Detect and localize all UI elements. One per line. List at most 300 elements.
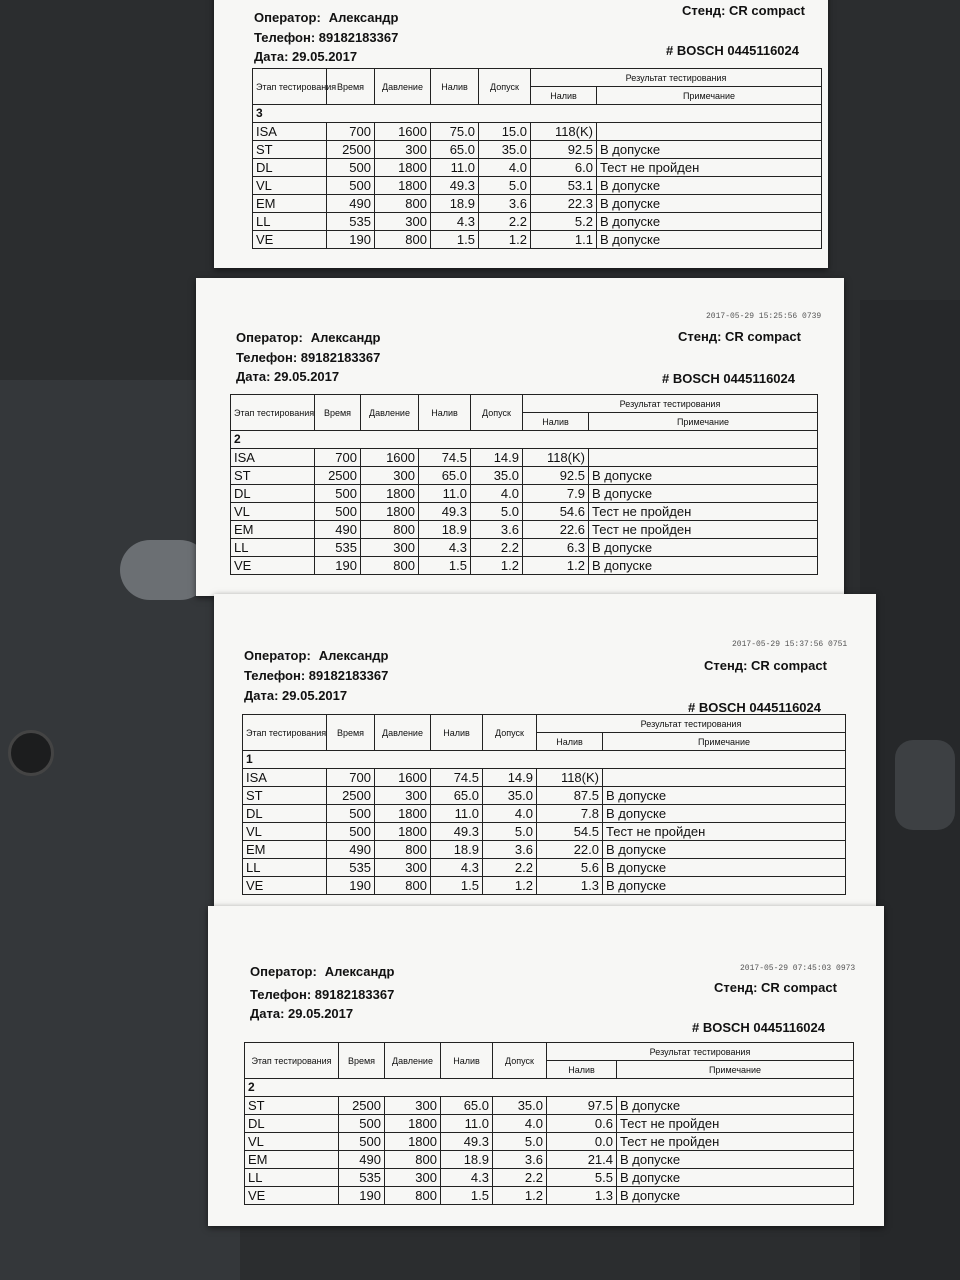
table-row: [231, 539, 818, 557]
cell-time: 500: [339, 1115, 385, 1133]
cell-time: 2500: [339, 1097, 385, 1115]
date-label: Дата:: [236, 369, 271, 384]
cell-pressure: 300: [375, 787, 431, 805]
cell-result: 7.9: [523, 485, 589, 503]
cell-note: [603, 769, 846, 787]
operator-value: Александр: [310, 330, 381, 345]
operator-label: Оператор:: [250, 964, 317, 979]
injector-line: [688, 700, 821, 715]
cell-tolerance: 2.2: [471, 539, 523, 557]
engine-right-cap: [895, 740, 955, 830]
stand-line: [682, 3, 805, 18]
col-note-header: Примечание: [589, 413, 818, 431]
cycle-number: 2: [231, 431, 818, 449]
table-row: [243, 841, 846, 859]
phone-value: 89182183367: [318, 30, 399, 45]
phone-line: [236, 350, 380, 365]
date-label: Дата:: [244, 688, 279, 703]
cell-tolerance: 1.2: [483, 877, 537, 895]
cell-stage: VL: [231, 503, 315, 521]
cycle-number: 2: [245, 1079, 854, 1097]
col-fill-header: Налив: [441, 1043, 493, 1079]
injector-value: BOSCH 0445116024: [676, 43, 800, 58]
cycle-number: 3: [253, 105, 822, 123]
cell-result: 54.6: [523, 503, 589, 521]
cell-tolerance: 3.6: [471, 521, 523, 539]
cell-fill: 49.3: [431, 823, 483, 841]
cell-stage: ISA: [231, 449, 315, 467]
cell-fill: 74.5: [431, 769, 483, 787]
cell-pressure: 1800: [361, 485, 419, 503]
operator-value: Александр: [328, 10, 399, 25]
cell-note: В допуске: [603, 859, 846, 877]
cell-fill: 18.9: [431, 841, 483, 859]
results-body: [253, 123, 822, 249]
cell-stage: VE: [243, 877, 327, 895]
cell-time: 700: [327, 123, 375, 141]
phone-label: Телефон:: [250, 987, 312, 1002]
cell-stage: DL: [245, 1115, 339, 1133]
cell-result: 0.0: [547, 1133, 617, 1151]
table-row: [245, 1097, 854, 1115]
cell-pressure: 300: [361, 467, 419, 485]
col-tolerance-header: Допуск: [483, 715, 537, 751]
cell-result: 1.3: [547, 1187, 617, 1205]
cell-result: 0.6: [547, 1115, 617, 1133]
cell-pressure: 1800: [375, 823, 431, 841]
table-row: [231, 521, 818, 539]
cell-result: 7.8: [537, 805, 603, 823]
cell-fill: 4.3: [431, 859, 483, 877]
cell-pressure: 800: [361, 557, 419, 575]
table-row: [231, 503, 818, 521]
table-row: [243, 859, 846, 877]
table-row: [243, 769, 846, 787]
cell-tolerance: 1.2: [493, 1187, 547, 1205]
cell-fill: 65.0: [419, 467, 471, 485]
cell-note: В допуске: [589, 539, 818, 557]
operator-label: Оператор:: [254, 10, 321, 25]
table-row: [245, 1187, 854, 1205]
date-line: [254, 49, 357, 64]
cell-note: В допуске: [597, 177, 822, 195]
phone-value: 89182183367: [314, 987, 395, 1002]
cell-pressure: 800: [375, 841, 431, 859]
cell-note: Тест не пройден: [589, 503, 818, 521]
cell-pressure: 300: [385, 1097, 441, 1115]
injector-line: [666, 43, 799, 58]
col-result-fill-header: Налив: [531, 87, 597, 105]
table-row: [243, 787, 846, 805]
table-row: [243, 877, 846, 895]
cell-stage: ST: [243, 787, 327, 805]
cell-time: 490: [339, 1151, 385, 1169]
cell-tolerance: 4.0: [483, 805, 537, 823]
cell-tolerance: 14.9: [483, 769, 537, 787]
col-tolerance-header: Допуск: [479, 69, 531, 105]
stand-line: [704, 658, 827, 673]
col-fill-header: Налив: [431, 715, 483, 751]
test-report-sheet: [208, 906, 884, 1226]
injector-value: BOSCH 0445116024: [698, 700, 822, 715]
col-pressure-header: Давление: [361, 395, 419, 431]
table-row: [243, 805, 846, 823]
table-row: [245, 1133, 854, 1151]
cell-note: В допуске: [603, 805, 846, 823]
cell-fill: 18.9: [431, 195, 479, 213]
col-time-header: Время: [339, 1043, 385, 1079]
table-row: [245, 1169, 854, 1187]
results-body: [245, 1097, 854, 1205]
cell-stage: DL: [243, 805, 327, 823]
cell-tolerance: 3.6: [493, 1151, 547, 1169]
cell-result: 118(K): [531, 123, 597, 141]
col-result-fill-header: Налив: [537, 733, 603, 751]
operator-value: Александр: [318, 648, 389, 663]
col-time-header: Время: [327, 69, 375, 105]
cell-note: Тест не пройден: [603, 823, 846, 841]
cell-stage: VE: [231, 557, 315, 575]
cell-tolerance: 2.2: [483, 859, 537, 877]
cell-stage: LL: [245, 1169, 339, 1187]
bolt-head: [8, 730, 54, 776]
table-row: [253, 123, 822, 141]
operator-value: Александр: [324, 964, 395, 979]
cell-pressure: 1800: [375, 805, 431, 823]
table-row: [231, 557, 818, 575]
cell-tolerance: 2.2: [479, 213, 531, 231]
cell-pressure: 300: [375, 141, 431, 159]
cell-result: 5.2: [531, 213, 597, 231]
stand-label: Стенд:: [682, 3, 726, 18]
cell-tolerance: 5.0: [471, 503, 523, 521]
cell-note: В допуске: [617, 1169, 854, 1187]
table-row: [253, 159, 822, 177]
cell-tolerance: 5.0: [493, 1133, 547, 1151]
col-note-header: Примечание: [603, 733, 846, 751]
cell-time: 2500: [327, 141, 375, 159]
cell-tolerance: 4.0: [493, 1115, 547, 1133]
cell-result: 22.0: [537, 841, 603, 859]
col-pressure-header: Давление: [375, 715, 431, 751]
cell-pressure: 800: [361, 521, 419, 539]
injector-line: [692, 1020, 825, 1035]
date-value: 29.05.2017: [282, 688, 348, 703]
injector-prefix: #: [662, 371, 670, 386]
col-fill-header: Налив: [419, 395, 471, 431]
cell-pressure: 1600: [361, 449, 419, 467]
cell-result: 118(K): [537, 769, 603, 787]
cell-pressure: 800: [375, 231, 431, 249]
col-time-header: Время: [327, 715, 375, 751]
table-row: [243, 823, 846, 841]
cell-fill: 4.3: [441, 1169, 493, 1187]
cell-fill: 1.5: [431, 231, 479, 249]
cell-pressure: 800: [385, 1151, 441, 1169]
date-line: [236, 369, 339, 384]
cell-fill: 65.0: [431, 787, 483, 805]
table-row: [231, 449, 818, 467]
cell-time: 490: [327, 195, 375, 213]
cell-tolerance: 1.2: [479, 231, 531, 249]
cell-result: 87.5: [537, 787, 603, 805]
cell-pressure: 1600: [375, 769, 431, 787]
results-table: [230, 394, 818, 575]
cell-stage: ST: [231, 467, 315, 485]
injector-value: BOSCH 0445116024: [672, 371, 796, 386]
test-report-sheet: [214, 594, 876, 924]
cell-stage: ISA: [253, 123, 327, 141]
col-result-header: Результат тестирования: [547, 1043, 854, 1061]
col-tolerance-header: Допуск: [493, 1043, 547, 1079]
print-timestamp: 2017-05-29 15:37:56 0751: [732, 640, 848, 649]
cell-stage: EM: [231, 521, 315, 539]
cell-note: В допуске: [589, 557, 818, 575]
stand-label: Стенд:: [678, 329, 722, 344]
cell-time: 190: [327, 231, 375, 249]
results-table: [244, 1042, 854, 1205]
injector-prefix: #: [666, 43, 674, 58]
cell-result: 92.5: [523, 467, 589, 485]
results-body: [243, 769, 846, 895]
cell-fill: 75.0: [431, 123, 479, 141]
cell-tolerance: 1.2: [471, 557, 523, 575]
cell-stage: LL: [231, 539, 315, 557]
phone-label: Телефон:: [236, 350, 298, 365]
phone-line: [254, 30, 398, 45]
cell-fill: 49.3: [419, 503, 471, 521]
cell-stage: ST: [245, 1097, 339, 1115]
date-label: Дата:: [254, 49, 289, 64]
cell-note: В допуске: [617, 1097, 854, 1115]
results-table: [242, 714, 846, 895]
col-result-header: Результат тестирования: [531, 69, 822, 87]
cell-time: 700: [327, 769, 375, 787]
cell-stage: ST: [253, 141, 327, 159]
cell-time: 500: [315, 485, 361, 503]
cell-result: 53.1: [531, 177, 597, 195]
cell-note: В допуске: [603, 841, 846, 859]
cell-fill: 65.0: [441, 1097, 493, 1115]
cell-note: [589, 449, 818, 467]
results-table: [252, 68, 822, 249]
cell-time: 500: [327, 823, 375, 841]
cell-fill: 4.3: [419, 539, 471, 557]
phone-label: Телефон:: [244, 668, 306, 683]
date-label: Дата:: [250, 1006, 285, 1021]
cell-fill: 11.0: [431, 159, 479, 177]
col-note-header: Примечание: [597, 87, 822, 105]
cell-fill: 49.3: [431, 177, 479, 195]
col-note-header: Примечание: [617, 1061, 854, 1079]
cell-stage: VL: [245, 1133, 339, 1151]
cell-result: 6.3: [523, 539, 589, 557]
date-value: 29.05.2017: [274, 369, 340, 384]
date-value: 29.05.2017: [292, 49, 358, 64]
cell-fill: 11.0: [431, 805, 483, 823]
cell-tolerance: 35.0: [483, 787, 537, 805]
cell-time: 190: [339, 1187, 385, 1205]
cell-stage: ISA: [243, 769, 327, 787]
cell-result: 1.2: [523, 557, 589, 575]
table-row: [253, 195, 822, 213]
cell-time: 500: [327, 805, 375, 823]
injector-prefix: #: [688, 700, 696, 715]
cell-note: В допуске: [597, 195, 822, 213]
cell-note: [597, 123, 822, 141]
cell-result: 5.5: [547, 1169, 617, 1187]
cell-note: Тест не пройден: [589, 521, 818, 539]
cell-time: 2500: [327, 787, 375, 805]
cell-fill: 18.9: [419, 521, 471, 539]
phone-line: [244, 668, 388, 683]
col-fill-header: Налив: [431, 69, 479, 105]
stand-label: Стенд:: [714, 980, 758, 995]
cell-fill: 1.5: [431, 877, 483, 895]
print-timestamp: 2017-05-29 07:45:03 0973: [740, 964, 856, 973]
cell-time: 490: [327, 841, 375, 859]
cell-pressure: 1800: [375, 159, 431, 177]
cell-result: 54.5: [537, 823, 603, 841]
test-report-sheet: [214, 0, 828, 268]
cell-note: В допуске: [617, 1187, 854, 1205]
print-timestamp: 2017-05-29 15:25:56 0739: [706, 312, 822, 321]
cell-tolerance: 4.0: [471, 485, 523, 503]
cell-result: 6.0: [531, 159, 597, 177]
cell-stage: VE: [253, 231, 327, 249]
cell-time: 535: [339, 1169, 385, 1187]
cell-time: 535: [327, 213, 375, 231]
stand-line: [678, 329, 801, 344]
cell-note: В допуске: [617, 1151, 854, 1169]
operator-label: Оператор:: [236, 330, 303, 345]
cell-result: 22.3: [531, 195, 597, 213]
cell-note: В допуске: [589, 467, 818, 485]
cell-stage: LL: [253, 213, 327, 231]
cell-fill: 1.5: [441, 1187, 493, 1205]
cell-time: 700: [315, 449, 361, 467]
cell-note: В допуске: [589, 485, 818, 503]
cell-stage: DL: [231, 485, 315, 503]
cell-fill: 18.9: [441, 1151, 493, 1169]
cell-tolerance: 5.0: [479, 177, 531, 195]
cell-pressure: 1800: [361, 503, 419, 521]
cell-tolerance: 14.9: [471, 449, 523, 467]
cell-stage: DL: [253, 159, 327, 177]
operator-line: [236, 330, 381, 345]
col-result-fill-header: Налив: [547, 1061, 617, 1079]
cell-fill: 4.3: [431, 213, 479, 231]
col-stage-header: Этап тестирования: [253, 69, 327, 105]
stand-line: [714, 980, 837, 995]
cell-pressure: 1800: [375, 177, 431, 195]
stand-value: CR compact: [725, 329, 801, 344]
cell-result: 97.5: [547, 1097, 617, 1115]
stand-value: CR compact: [729, 3, 805, 18]
cell-tolerance: 4.0: [479, 159, 531, 177]
cell-note: В допуске: [597, 141, 822, 159]
cell-pressure: 300: [375, 213, 431, 231]
table-row: [245, 1151, 854, 1169]
results-body: [231, 449, 818, 575]
cell-time: 535: [327, 859, 375, 877]
cell-pressure: 1800: [385, 1115, 441, 1133]
cell-tolerance: 3.6: [479, 195, 531, 213]
table-row: [253, 213, 822, 231]
cell-time: 500: [315, 503, 361, 521]
cell-tolerance: 35.0: [493, 1097, 547, 1115]
cell-time: 490: [315, 521, 361, 539]
cell-stage: LL: [243, 859, 327, 877]
col-pressure-header: Давление: [375, 69, 431, 105]
cell-pressure: 800: [385, 1187, 441, 1205]
stand-label: Стенд:: [704, 658, 748, 673]
cell-fill: 11.0: [419, 485, 471, 503]
col-stage-header: Этап тестирования: [231, 395, 315, 431]
cell-stage: EM: [243, 841, 327, 859]
cell-time: 535: [315, 539, 361, 557]
cell-result: 21.4: [547, 1151, 617, 1169]
cell-pressure: 1800: [385, 1133, 441, 1151]
cell-pressure: 300: [385, 1169, 441, 1187]
cell-fill: 11.0: [441, 1115, 493, 1133]
cell-note: В допуске: [603, 787, 846, 805]
cell-time: 500: [339, 1133, 385, 1151]
operator-line: [250, 964, 395, 979]
cell-note: В допуске: [597, 231, 822, 249]
cell-stage: VL: [243, 823, 327, 841]
cell-tolerance: 2.2: [493, 1169, 547, 1187]
cell-stage: VE: [245, 1187, 339, 1205]
cell-tolerance: 15.0: [479, 123, 531, 141]
cell-note: Тест не пройден: [617, 1133, 854, 1151]
cell-note: В допуске: [603, 877, 846, 895]
stand-value: CR compact: [761, 980, 837, 995]
col-result-header: Результат тестирования: [537, 715, 846, 733]
table-row: [253, 177, 822, 195]
cell-result: 5.6: [537, 859, 603, 877]
cell-pressure: 800: [375, 877, 431, 895]
injector-value: BOSCH 0445116024: [702, 1020, 826, 1035]
cell-tolerance: 35.0: [471, 467, 523, 485]
cell-note: В допуске: [597, 213, 822, 231]
col-stage-header: Этап тестирования: [245, 1043, 339, 1079]
cell-time: 190: [315, 557, 361, 575]
cell-pressure: 300: [361, 539, 419, 557]
cell-tolerance: 35.0: [479, 141, 531, 159]
table-row: [245, 1115, 854, 1133]
date-value: 29.05.2017: [288, 1006, 354, 1021]
cell-result: 1.3: [537, 877, 603, 895]
cell-note: Тест не пройден: [617, 1115, 854, 1133]
injector-line: [662, 371, 795, 386]
cell-pressure: 1600: [375, 123, 431, 141]
operator-line: [254, 10, 399, 25]
cell-stage: EM: [245, 1151, 339, 1169]
cell-time: 190: [327, 877, 375, 895]
date-line: [244, 688, 347, 703]
cell-stage: EM: [253, 195, 327, 213]
cell-tolerance: 5.0: [483, 823, 537, 841]
operator-label: Оператор:: [244, 648, 311, 663]
col-result-header: Результат тестирования: [523, 395, 818, 413]
cell-result: 92.5: [531, 141, 597, 159]
table-row: [253, 141, 822, 159]
cell-fill: 1.5: [419, 557, 471, 575]
table-row: [231, 485, 818, 503]
cell-result: 22.6: [523, 521, 589, 539]
phone-line: [250, 987, 394, 1002]
